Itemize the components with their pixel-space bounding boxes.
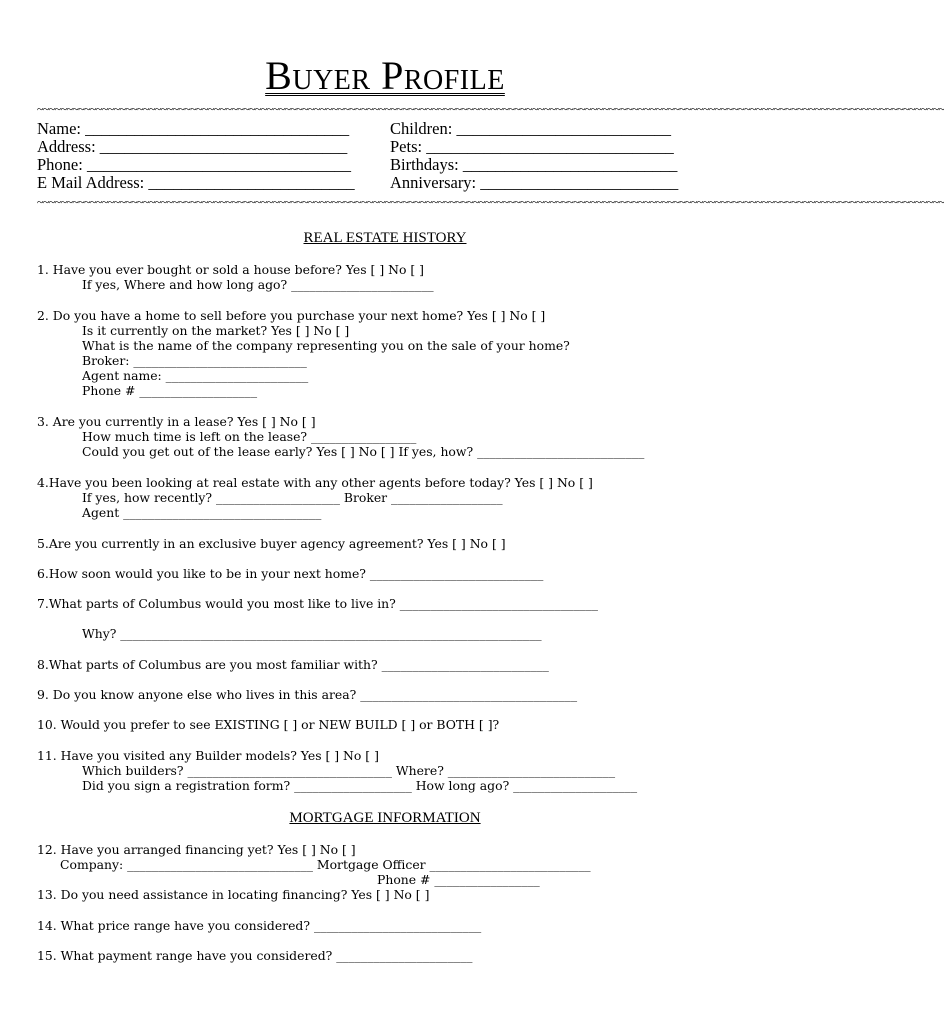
question-3-time-left[interactable]: How much time is left on the lease? _________________ <box>82 429 417 444</box>
question-7-why[interactable]: Why? ____________________________________________________________________ <box>82 626 542 641</box>
question-13[interactable]: 13. Do you need assistance in locating financing? Yes [ ] No [ ] <box>37 887 430 902</box>
question-10[interactable]: 10. Would you prefer to see EXISTING [ ] or NEW BUILD [ ] or BOTH [ ]? <box>37 717 500 732</box>
address-field[interactable]: Address: ______________________________ <box>37 137 348 156</box>
separator-bottom: ~~~~~~~~~~~~~~~~~~~~~~~~~~~~~~~~~~~~~~~~~~~~~~~~~~~~~~~~~~~~~~~~~~~~~~~~~~~~~~~~~~~~~~~~~~~~~~~~~~~~~~~~~~~~~~~~~~~~~~~~~~~~~~~~~~~~~~~~~~~~~~~~~~~~~~~~~~ <box>37 195 944 209</box>
question-5[interactable]: 5.Are you currently in an exclusive buyer agency agreement? Yes [ ] No [ ] <box>37 536 506 551</box>
question-2[interactable]: 2. Do you have a home to sell before you purchase your next home? Yes [ ] No [ ] <box>37 308 546 323</box>
birthdays-field[interactable]: Birthdays: __________________________ <box>390 155 678 174</box>
question-2-company: What is the name of the company representing you on the sale of your home? <box>82 338 570 353</box>
question-7[interactable]: 7.What parts of Columbus would you most like to live in? ________________________________ <box>37 596 598 611</box>
question-1[interactable]: 1. Have you ever bought or sold a house before? Yes [ ] No [ ] <box>37 262 424 277</box>
question-3[interactable]: 3. Are you currently in a lease? Yes [ ] No [ ] <box>37 414 316 429</box>
separator-top: ~~~~~~~~~~~~~~~~~~~~~~~~~~~~~~~~~~~~~~~~~~~~~~~~~~~~~~~~~~~~~~~~~~~~~~~~~~~~~~~~~~~~~~~~~~~~~~~~~~~~~~~~~~~~~~~~~~~~~~~~~~~~~~~~~~~~~~~~~~~~~~~~~~~~~~~~~~ <box>37 102 944 116</box>
question-2-agent[interactable]: Agent name: _______________________ <box>82 368 309 383</box>
question-9[interactable]: 9. Do you know anyone else who lives in this area? ___________________________________ <box>37 687 578 702</box>
question-11-registration[interactable]: Did you sign a registration form? ___________________ How long ago? ____________________ <box>82 778 638 793</box>
question-11-builders[interactable]: Which builders? _________________________________ Where? ___________________________ <box>82 763 616 778</box>
question-12-company[interactable]: Company: ______________________________ Mortgage Officer __________________________ <box>60 857 591 872</box>
section-heading-history: REAL ESTATE HISTORY <box>303 230 467 246</box>
name-field[interactable]: Name: ________________________________ <box>37 119 350 138</box>
question-8[interactable]: 8.What parts of Columbus are you most familiar with? ___________________________ <box>37 657 549 672</box>
page-title: Buyer Profile <box>265 53 505 98</box>
question-11[interactable]: 11. Have you visited any Builder models? Yes [ ] No [ ] <box>37 748 379 763</box>
phone-field[interactable]: Phone: ________________________________ <box>37 155 351 174</box>
question-2-phone[interactable]: Phone # ___________________ <box>82 383 258 398</box>
anniversary-field[interactable]: Anniversary: ________________________ <box>390 173 679 192</box>
question-15[interactable]: 15. What payment range have you considered? ______________________ <box>37 948 473 963</box>
children-field[interactable]: Children: __________________________ <box>390 119 671 138</box>
question-2-market[interactable]: Is it currently on the market? Yes [ ] No [ ] <box>82 323 350 338</box>
question-4-agent[interactable]: Agent ________________________________ <box>82 505 322 520</box>
question-4[interactable]: 4.Have you been looking at real estate with any other agents before today? Yes [ ] No [ ] <box>37 475 593 490</box>
question-14[interactable]: 14. What price range have you considered? ___________________________ <box>37 918 482 933</box>
question-12-phone[interactable]: Phone # _________________ <box>377 872 540 887</box>
question-4-recency[interactable]: If yes, how recently? ____________________ Broker __________________ <box>82 490 503 505</box>
question-3-early-exit[interactable]: Could you get out of the lease early? Yes [ ] No [ ] If yes, how? ___________________________ <box>82 444 645 459</box>
question-1-detail[interactable]: If yes, Where and how long ago? _______________________ <box>82 277 434 292</box>
question-2-broker[interactable]: Broker: ____________________________ <box>82 353 307 368</box>
question-6[interactable]: 6.How soon would you like to be in your next home? ____________________________ <box>37 566 544 581</box>
question-12[interactable]: 12. Have you arranged financing yet? Yes [ ] No [ ] <box>37 842 356 857</box>
section-heading-mortgage: MORTGAGE INFORMATION <box>289 810 481 826</box>
pets-field[interactable]: Pets: ______________________________ <box>390 137 674 156</box>
email-field[interactable]: E Mail Address: _________________________ <box>37 173 355 192</box>
